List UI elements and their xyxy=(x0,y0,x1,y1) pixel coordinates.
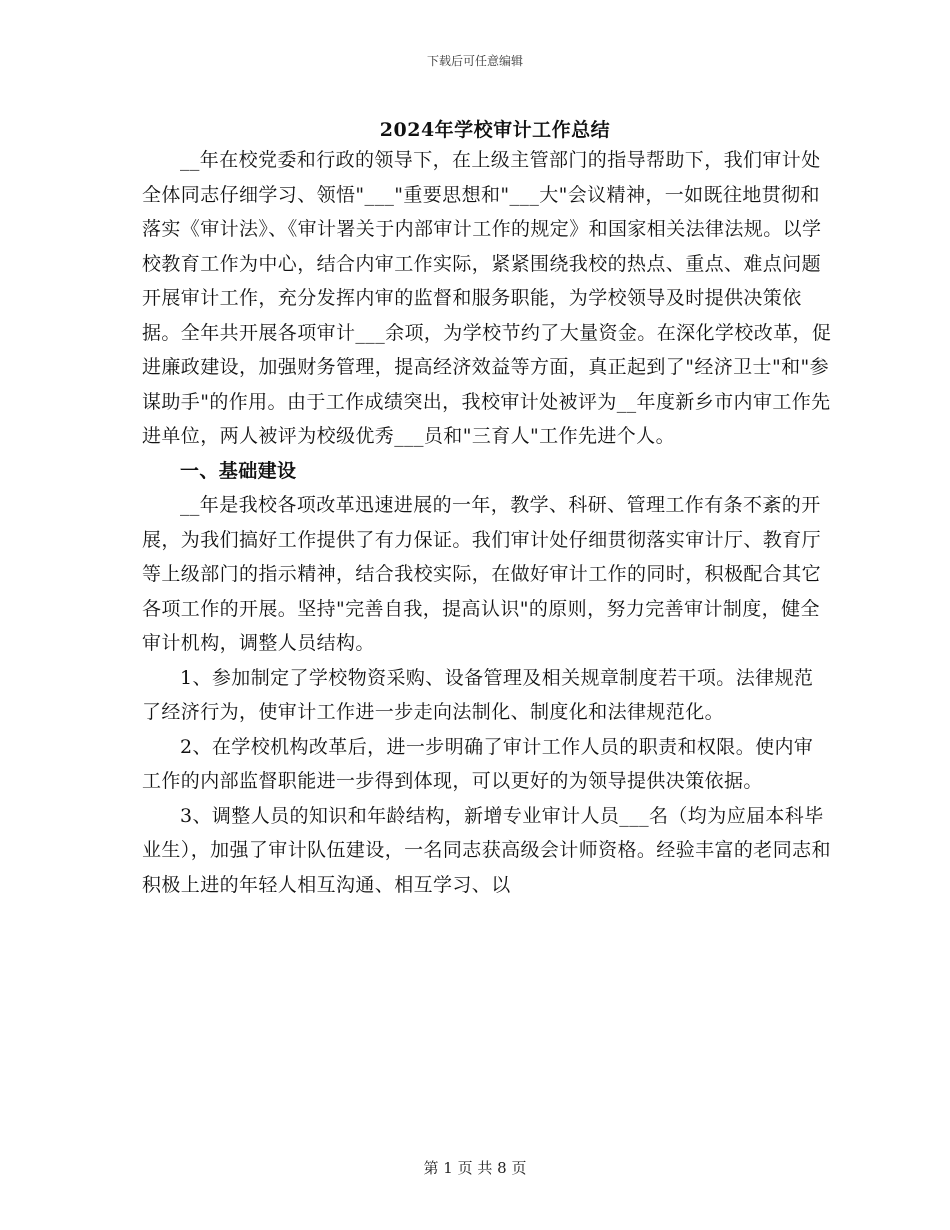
list-item-2: 2、在学校机构改革后，进一步明确了审计工作人员的职责和权限。使内审工作的内部监督职能进一步得到体现，可以更好的为领导提供决策依据。 xyxy=(142,735,814,792)
document-body xyxy=(142,143,832,902)
list-item-3: 3、调整人员的知识和年龄结构，新增专业审计人员___名（均为应届本科毕业生），加强了审计队伍建设，一名同志获高级会计师资格。经验丰富的老同志和积极上进的年轻人相互沟通、相互学习、以 xyxy=(142,804,831,896)
page-header-note: 下载后可任意编辑 xyxy=(426,54,523,68)
intro-paragraph: __年在校党委和行政的领导下，在上级主管部门的指导帮助下，我们审计处全体同志仔细学习、领悟"___"重要思想和"___大"会议精神，一如既往地贯彻和落实《审计法》、《审计署关于内部审计工作的规定》和国家相关法律法规。以学校教育工作为中心，结合内审工作实际，紧紧围绕我校的热点、重点、难点问题开展审计工作，充分发挥内审的监督和服务职能，为学校领导及时提供决策依据。全年共开展各项审计___余项，为学校节约了大量资金。在深化学校改革，促进廉政建设，加强财务管理，提高经济效益等方面，真正起到了"经济卫士"和"参谋助手"的作用。由于工作成绩突出，我校审计处被评为__年度新乡市内审工作先进单位，两人被评为校级优秀___员和"三育人"工作先进个人。 xyxy=(142,149,832,447)
document-title: 2024年学校审计工作总结 xyxy=(379,119,611,141)
section-paragraph: __年是我校各项改革迅速进展的一年，教学、科研、管理工作有条不紊的开展，为我们搞好工作提供了有力保证。我们审计处仔细贯彻落实审计厅、教育厅等上级部门的指示精神，结合我校实际，在做好审计工作的同时，积极配合其它各项工作的开展。坚持"完善自我，提高认识"的原则，努力完善审计制度，健全审计机构，调整人员结构。 xyxy=(142,494,822,654)
page-number-footer: 第 1 页 共 8 页 xyxy=(423,1159,527,1177)
section-heading-basic-construction: 一、基础建设 xyxy=(180,459,297,482)
list-item-1: 1、参加制定了学校物资采购、设备管理及相关规章制度若干项。法律规范了经济行为，使审计工作进一步走向法制化、制度化和法律规范化。 xyxy=(142,666,814,723)
